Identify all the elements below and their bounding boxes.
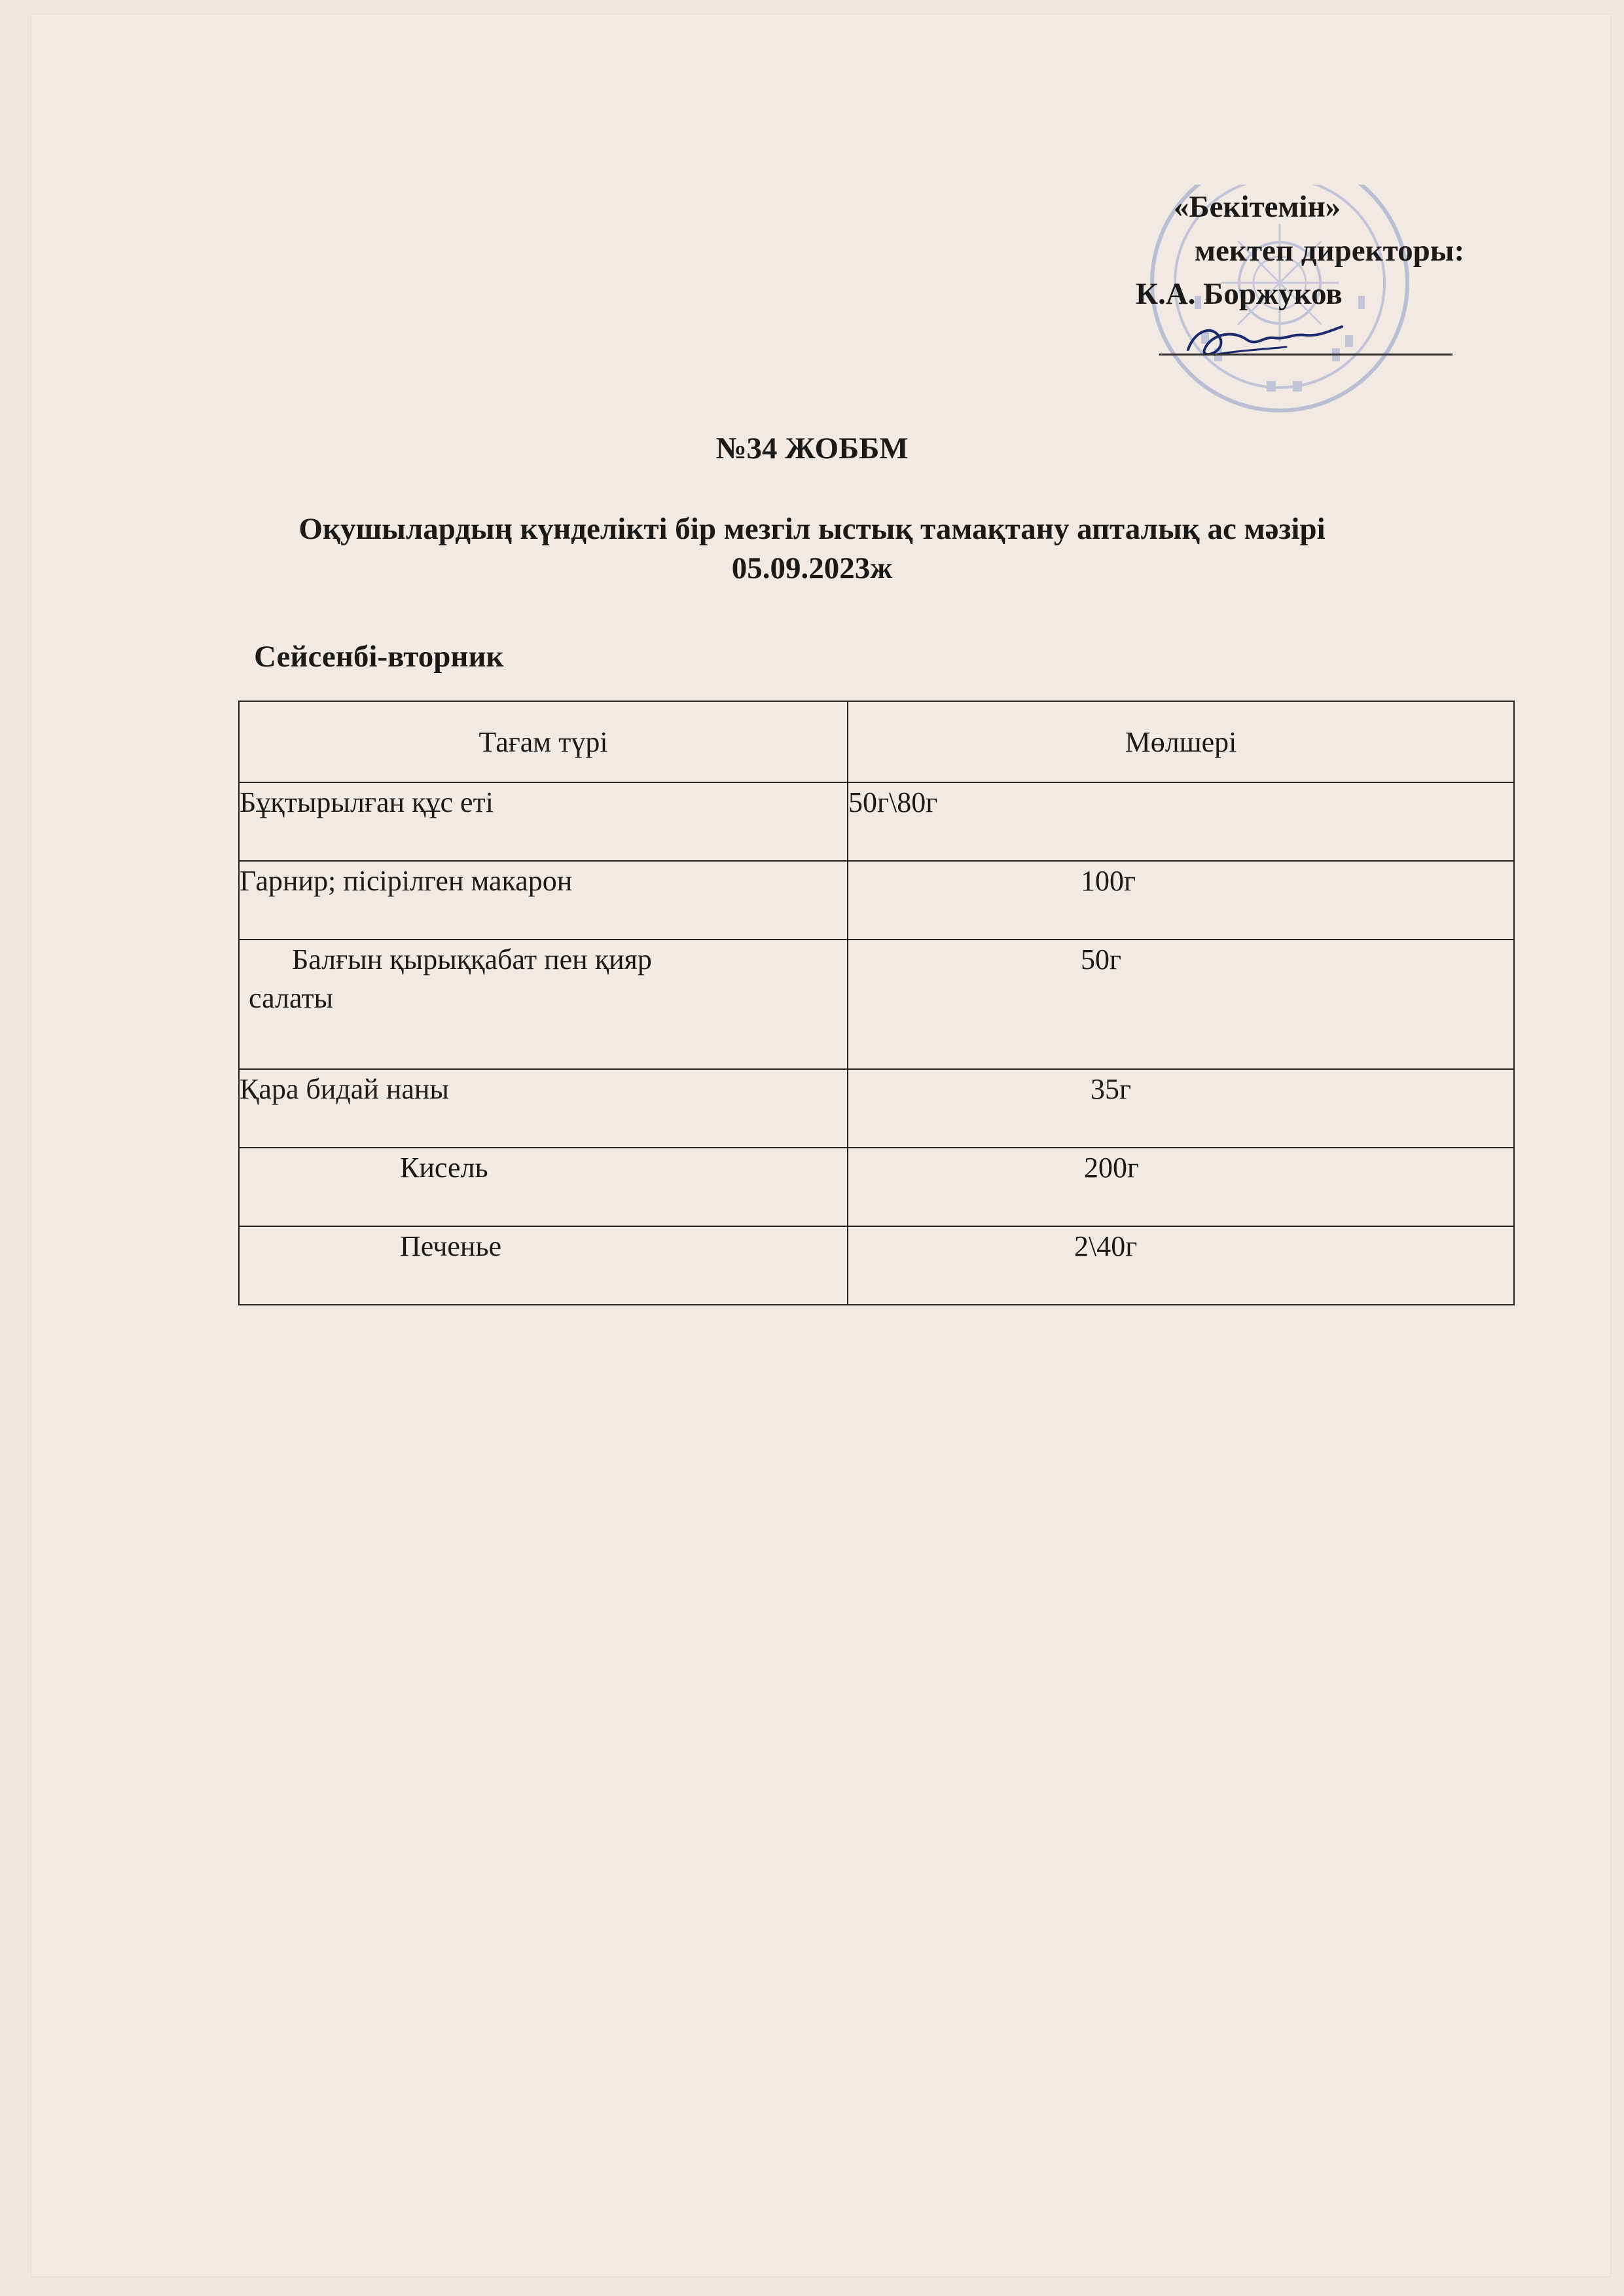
quantity-cell: 2\40г — [848, 1226, 1514, 1305]
quantity-cell: 200г — [848, 1148, 1514, 1226]
signature-line — [1159, 354, 1453, 355]
approval-block — [1136, 185, 1542, 407]
dish-cell: Қара бидай наны — [239, 1069, 848, 1148]
table-row — [239, 1148, 1514, 1226]
header-quantity: Мөлшері — [848, 701, 1514, 782]
quantity-cell: 50г\80г — [848, 782, 1514, 861]
table-row — [239, 1226, 1514, 1305]
director-title: мектеп директоры: — [1195, 234, 1465, 268]
day-heading: Сейсенбі-вторник — [254, 640, 504, 674]
header-dish-type: Тағам түрі — [239, 701, 848, 782]
quantity-cell: 35г — [848, 1069, 1514, 1148]
table-header-row — [239, 701, 1514, 782]
quantity-cell: 100г — [848, 861, 1514, 939]
quantity-cell: 50г — [848, 939, 1514, 1069]
dish-cell-line1: Балғын қырыққабат пен қияр — [292, 943, 652, 975]
menu-title — [0, 509, 1624, 588]
dish-cell — [239, 939, 848, 1069]
table-row — [239, 939, 1514, 1069]
dish-cell: Печенье — [239, 1226, 848, 1305]
menu-title-line1: Оқушылардың күнделікті бір мезгіл ыстық тамақтану апталық ас мәзірі — [298, 512, 1326, 546]
dish-cell: Гарнир; пісірілген макарон — [239, 861, 848, 939]
dish-cell-line2: салаты — [249, 982, 334, 1015]
director-signature — [1175, 304, 1345, 376]
approval-label: «Бекітемін» — [1174, 190, 1341, 224]
table-row — [239, 1069, 1514, 1148]
menu-table — [238, 701, 1515, 1305]
school-title: №34 ЖОББМ — [715, 431, 909, 465]
dish-cell: Кисель — [239, 1148, 848, 1226]
menu-date: 05.09.2023ж — [731, 551, 893, 586]
dish-cell: Бұқтырылған құс еті — [239, 782, 848, 861]
director-name: К.А. Боржуков — [1136, 277, 1343, 311]
table-row — [239, 782, 1514, 861]
table-row — [239, 861, 1514, 939]
